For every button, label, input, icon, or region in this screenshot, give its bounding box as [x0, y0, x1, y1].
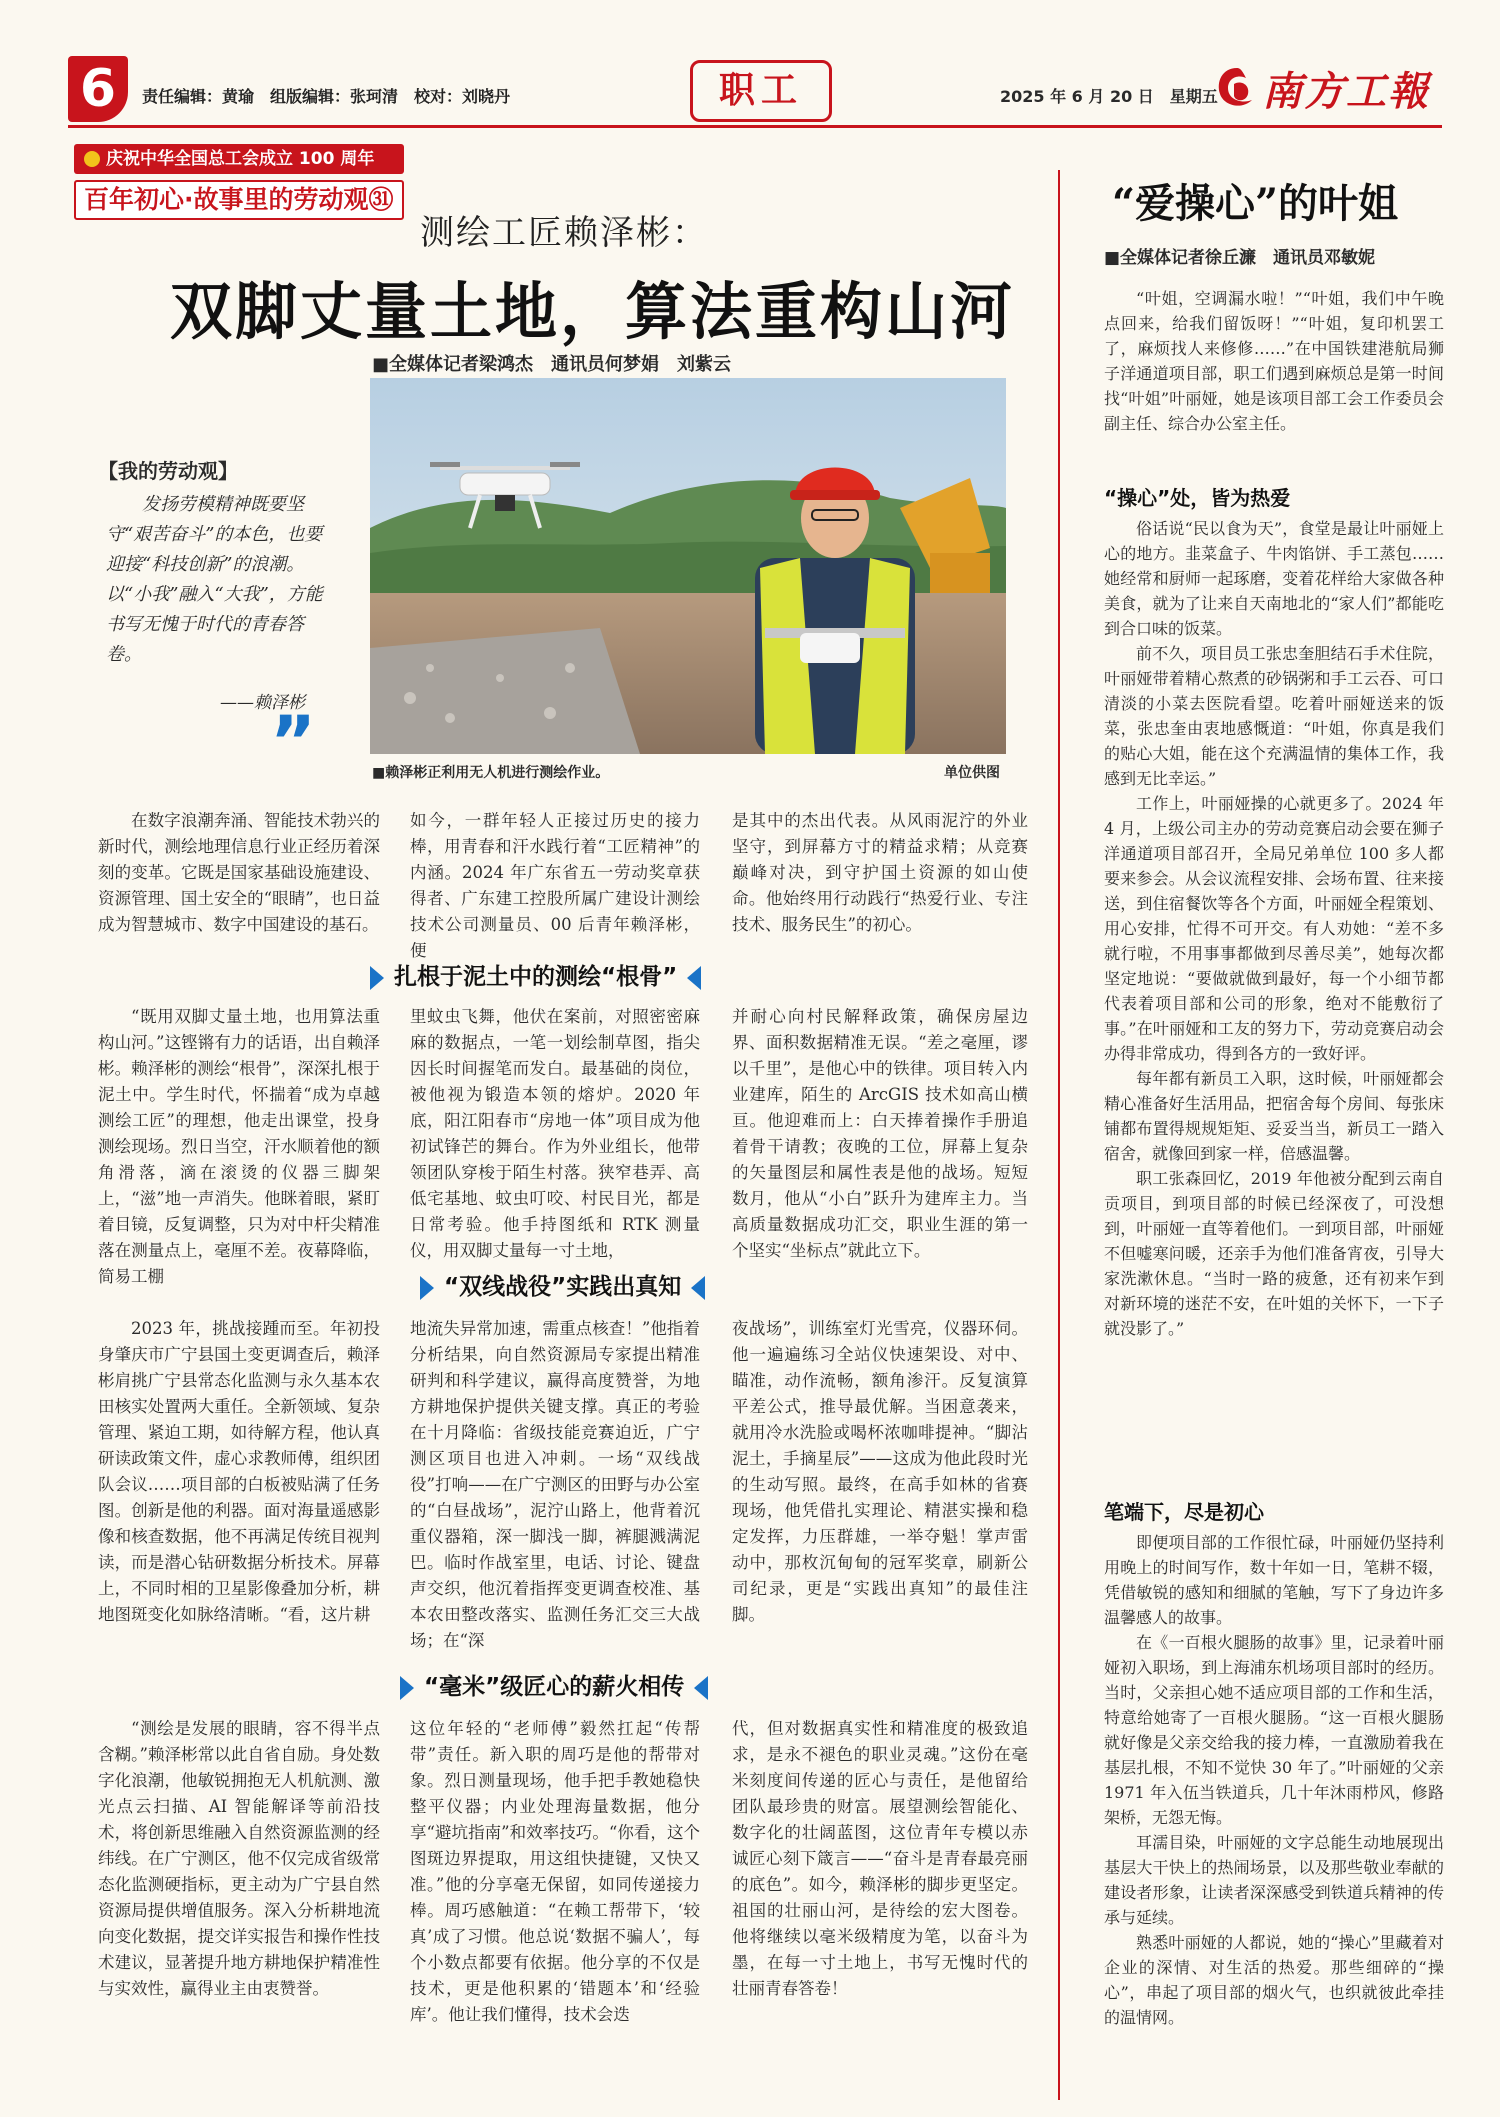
side-section-1: 俗话说“民以食为天”，食堂是最让叶丽娅上心的地方。韭菜盒子、牛肉馅饼、手工蒸包……她经常和厨师一起琢磨，变着花样给大家做各种美食，就为了让来自天南地北的“家人们”都能吃到合口味的饭菜。 前不久，项目员工张忠奎胆结石手术住院，叶丽娅带着精心熬煮的砂锅粥和手工云吞、可口清淡的小菜去医院看望。吃着叶丽娅送来的饭菜，张忠奎由衷地感慨道：“叶姐，你真是我们的贴心大姐，能在这个充满温情的集体工作，我感到无比幸运。” 工作上，叶丽娅操的心就更多了。2024 年 4 月，上级公司主办的劳动竞赛启动会要在狮子洋通道项目部召开，全局兄弟单位 100 多人都要来参会。从会议流程安排、会场布置、往来接送，到住宿餐饮等各个方面，叶丽娅全程策划、用心安排，忙得不可开交。有人劝她：“差不多就行啦，不用事事都做到尽善尽美”，她每次都坚定地说：“要做就做到最好，每一个小细节都代表着项目部和公司的形象，绝对不能敷衍了事。”在叶丽娅和工友的努力下，劳动竞赛启动会办得非常成功，得到各方的一致好评。 每年都有新员工入职，这时候，叶丽娅都会精心准备好生活用品，把宿舍每个房间、每张床铺都布置得规规矩矩、妥妥当当，新员工一踏入宿舍，就像回到家一样，倍感温馨。 职工张森回忆，2019 年他被分配到云南自贡项目，到项目部的时候已经深夜了，可没想到，叶丽娅一直等着他们。一到项目部，叶丽娅不但嘘寒问暖，还亲手为他们准备宵夜，引导大家洗漱休息。“当时一路的疲惫，还有初来乍到对新环境的迷茫不安，在叶姐的关怀下，一下子就没影了。” — [1104, 519, 1444, 1338]
intro-column-3: 是其中的杰出代表。从风雨泥泞的外业坚守，到屏幕方寸的精益求精；从竞赛巅峰对决，到守护国土资源的如山使命。他始终用行动践行“热爱行业、专注技术、服务民生”的初心。 — [732, 811, 1028, 934]
sec1-column-2: 里蚊虫飞舞，他伏在案前，对照密密麻麻的数据点，一笔一划绘制草图，指尖因长时间握笔而发白。最基础的岗位，被他视为锻造本领的熔炉。2020 年底，阳江阳春市“房地一体”项目成为他初试锋芒的舞台。作为外业组长，他带领团队穿梭于陌生村落。狭窄巷弄、高低宅基地、蚊虫叮咬、村民目光，都是日常考验。他手持图纸和 RTK 测量仪，用双脚丈量每一寸土地， — [410, 1007, 700, 1260]
section-label: 职工 — [690, 60, 832, 122]
union-emblem-icon — [84, 151, 100, 167]
sec3-column-3: 代，但对数据真实性和精准度的极致追求，是永不褪色的职业灵魂。”这份在毫米刻度间传递的匠心与责任，是他留给团队最珍贵的财富。展望测绘智能化、数字化的壮阔蓝图，这位青年专模以赤诚匠心刻下箴言——“奋斗是青春最亮丽的底色”。如今，赖泽彬的脚步更坚定。祖国的壮丽山河，是待绘的宏大图卷。他将继续以毫米级精度为笔，以奋斗为墨，在每一寸土地上，书写无愧时代的壮丽青春答卷！ — [732, 1719, 1028, 1998]
quote-box-title: 【我的劳动观】 — [98, 459, 238, 483]
triangle-right-icon — [370, 966, 384, 990]
subhead-2: “双线战役”实践出真知 — [420, 1268, 705, 1301]
quote-box-author: ——赖泽彬 — [220, 693, 305, 713]
series-banner-top-text: 庆祝中华全国总工会成立 100 周年 — [106, 149, 375, 169]
side-article-byline: ■全媒体记者徐丘濂 通讯员邓敏妮 — [1104, 248, 1376, 268]
subhead-1: 扎根于泥土中的测绘“根骨” — [370, 958, 701, 991]
sec1-column-3: 并耐心向村民解释政策，确保房屋边界、面积数据精准无误。“差之毫厘，谬以千里”，是他心中的铁律。项目转入内业建库，陌生的 ArcGIS 技术如高山横亘。他迎难而上：白天捧着操作手册追着骨干请教；夜晚的工位，屏幕上复杂的矢量图层和属性表是他的战场。短短数月，他从“小白”跃升为建库主力。当高质量数据成功汇交，职业生涯的第一个坚实“坐标点”就此立下。 — [732, 1007, 1028, 1260]
header-divider — [68, 125, 1442, 128]
newspaper-logo: 南方工報 — [1262, 68, 1430, 115]
issue-date: 2025 年 6 月 20 日 星期五 — [1000, 87, 1218, 106]
editors-line: 责任编辑：黄瑜 组版编辑：张珂清 校对：刘晓丹 — [142, 87, 511, 106]
intro-column-1: 在数字浪潮奔涌、智能技术勃兴的新时代，测绘地理信息行业正经历着深刻的变革。它既是国家基础设施建设、资源管理、国土安全的“眼睛”，也日益成为智慧城市、数字中国建设的基石。 — [98, 811, 380, 934]
sec2-column-3: 夜战场”，训练室灯光雪亮，仪器环伺。他一遍遍练习全站仪快速架设、对中、瞄准，动作流畅，额角渗汗。反复演算平差公式，推导最优解。当困意袭来，就用冷水洗脸或喝杯浓咖啡提神。“脚沾泥土，手摘星辰”——这成为他此段时光的生动写照。最终，在高手如林的省赛现场，他凭借扎实理论、精湛实操和稳定发挥，力压群雄，一举夺魁！掌声雷动中，那枚沉甸甸的冠军奖章，刷新公司纪录，更是“实践出真知”的最佳注脚。 — [732, 1319, 1028, 1624]
sec2-column-2: 地流失异常加速，需重点核查！”他指着分析结果，向自然资源局专家提出精准研判和科学建议，赢得高度赞誉，为地方耕地保护提供关键支撑。真正的考验在十月降临：省级技能竞赛迫近，广宁测区项目也进入冲刺。一场“双线战役”打响——在广宁测区的田野与办公室的“白昼战场”，泥泞山路上，他背着沉重仪器箱，深一脚浅一脚，裤腿溅满泥巴。临时作战室里，电话、讨论、键盘声交织，他沉着指挥变更调查校准、基本农田整改落实、监测任务汇交三大战场；在“深 — [410, 1319, 700, 1650]
intro-column-2: 如今，一群年轻人正接过历史的接力棒，用青春和汗水践行着“工匠精神”的内涵。2024 年广东省五一劳动奖章获得者、广东建工控股所属广建设计测绘技术公司测量员、00 后青年赖泽彬，便 — [410, 811, 700, 960]
newspaper-logo-icon — [1212, 62, 1262, 116]
triangle-left-icon — [694, 1676, 708, 1700]
article-photo — [370, 378, 1006, 754]
series-banner-bottom: 百年初心·故事里的劳动观㉛ — [74, 180, 404, 220]
side-subhead-1: “操心”处，皆为热爱 — [1104, 486, 1291, 510]
quote-box-body: 发扬劳模精神既要坚守“艰苦奋斗”的本色，也要迎接“科技创新”的浪潮。以“小我”融入“大我”，方能书写无愧于时代的青春答卷。 — [106, 494, 323, 665]
article-title: 双脚丈量土地，算法重构山河 — [170, 275, 1016, 348]
article-kicker: 测绘工匠赖泽彬： — [420, 213, 708, 253]
side-article-title: “爱操心”的叶姐 — [1112, 180, 1399, 227]
triangle-left-icon — [691, 1276, 705, 1300]
quote-mark-icon: ” — [270, 701, 317, 783]
triangle-left-icon — [687, 966, 701, 990]
subhead-3: “毫米”级匠心的薪火相传 — [400, 1668, 708, 1701]
side-intro: “叶姐，空调漏水啦！”“叶姐，我们中午晚点回来，给我们留饭呀！”“叶姐，复印机罢工了，麻烦找人来修修……”在中国铁建港航局狮子洋通道项目部，职工们遇到麻烦总是第一时间找“叶姐”叶丽娅，她是该项目部工会工作委员会副主任、综合办公室主任。 — [1104, 289, 1444, 433]
series-banner-top — [74, 144, 404, 174]
sec3-column-1: “测绘是发展的眼睛，容不得半点含糊。”赖泽彬常以此自省自励。身处数字化浪潮，他敏锐拥抱无人机航测、激光点云扫描、AI 智能解译等前沿技术，将创新思维融入自然资源监测的经纬线。在广宁测区，他不仅完成省级常态化监测硬指标，更主动为广宁县自然资源局提供增值服务。深入分析耕地流向变化数据，提交详实报告和操作性技术建议，显著提升地方耕地保护精准性与实效性，赢得业主由衷赞誉。 — [98, 1719, 380, 1998]
column-divider — [1058, 170, 1060, 2100]
side-subhead-2: 笔端下，尽是初心 — [1104, 1500, 1264, 1524]
article-byline: ■全媒体记者梁鸿杰 通讯员何梦娟 刘紫云 — [372, 354, 732, 375]
page-number: 6 — [68, 56, 128, 122]
side-section-2: 即便项目部的工作很忙碌，叶丽娅仍坚持利用晚上的时间写作，数十年如一日，笔耕不辍，凭借敏锐的感知和细腻的笔触，写下了身边许多温馨感人的故事。 在《一百根火腿肠的故事》里，记录着叶丽娅初入职场，到上海浦东机场项目部时的经历。当时，父亲担心她不适应项目部的工作和生活，特意给她寄了一百根火腿肠。“这一百根火腿肠就好像是父亲交给我的接力棒，一直激励着我在基层扎根，不知不觉快 30 年了。”叶丽娅的父亲 1971 年入伍当铁道兵，几十年沐雨栉风，修路架桥，无怨无悔。 耳濡目染，叶丽娅的文字总能生动地展现出基层大干快上的热闹场景，以及那些敬业奉献的建设者形象，让读者深深感受到铁道兵精神的传承与延续。 熟悉叶丽娅的人都说，她的“操心”里藏着对企业的深情、对生活的热爱。那些细碎的“操心”，串起了项目部的烟火气，也织就彼此牵挂的温情网。 — [1104, 1533, 1444, 2027]
triangle-right-icon — [420, 1276, 434, 1300]
sec3-column-2: 这位年轻的“老师傅”毅然扛起“传帮带”责任。新入职的周巧是他的帮带对象。烈日测量现场，他手把手教她稳快整平仪器；内业处理海量数据，他分享“避坑指南”和效率技巧。“你看，这个图斑边界提取，用这组快捷键，又快又准。”他的分享毫无保留，如同传递接力棒。周巧感触道：“在赖工帮带下，‘较真’成了习惯。他总说‘数据不骗人’，每个小数点都要有依据。他分享的不仅是技术，更是他积累的‘错题本’和‘经验库’。他让我们懂得，技术会迭 — [410, 1719, 700, 2024]
photo-caption: ■赖泽彬正利用无人机进行测绘作业。 — [372, 765, 610, 781]
sec1-column-1: “既用双脚丈量土地，也用算法重构山河。”这铿锵有力的话语，出自赖泽彬。赖泽彬的测绘“根骨”，深深扎根于泥土中。学生时代，怀揣着“成为卓越测绘工匠”的理想，他走出课堂，投身测绘现场。烈日当空，汗水顺着他的额角滑落，滴在滚烫的仪器三脚架上，“滋”地一声消失。他眯着眼，紧盯着目镜，反复调整，只为对中杆尖精准落在测量点上，毫厘不差。夜幕降临，简易工棚 — [98, 1007, 380, 1286]
photo-credit: 单位供图 — [944, 765, 1000, 781]
sec2-column-1: 2023 年，挑战接踵而至。年初投身肇庆市广宁县国土变更调查后，赖泽彬肩挑广宁县常态化监测与永久基本农田核实处置两大重任。全新领域、复杂管理、紧迫工期，如待解方程，他认真研读政策文件，虚心求教师傅，组织团队会议……项目部的白板被贴满了任务图。创新是他的利器。面对海量遥感影像和核查数据，他不再满足传统目视判读，而是潜心钻研数据分析技术。屏幕上，不同时相的卫星影像叠加分析，耕地图斑变化如脉络清晰。“看，这片耕 — [98, 1319, 380, 1624]
triangle-right-icon — [400, 1676, 414, 1700]
